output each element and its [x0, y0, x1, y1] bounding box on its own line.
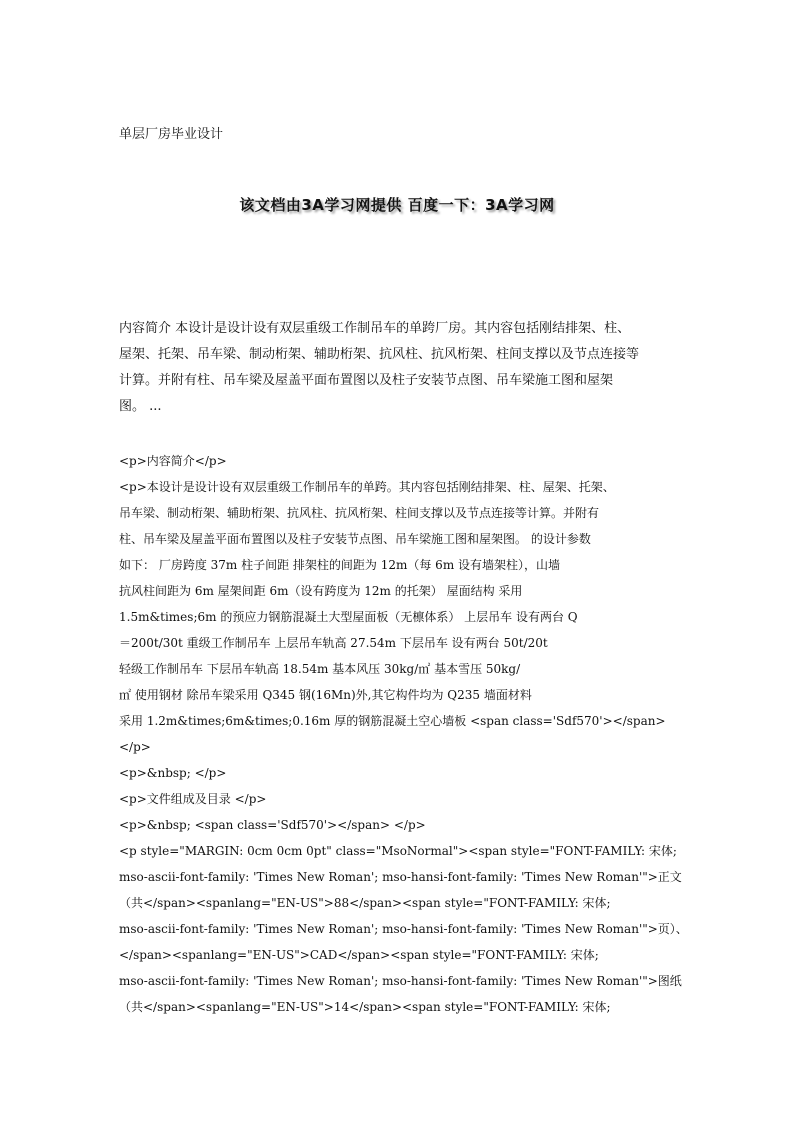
summary-line: 图。 ... — [119, 399, 162, 414]
summary-line: 计算。并附有柱、吊车梁及屋盖平面布置图以及柱子安装节点图、吊车梁施工图和屋架 — [119, 373, 614, 388]
body-line: <p>文件组成及目录 </p> — [119, 792, 267, 806]
body-line: 吊车梁、制动桁架、辅助桁架、抗风柱、抗风桁架、柱间支撑以及节点连接等计算。并附有 — [119, 506, 600, 520]
body-line: mso-ascii-font-family: 'Times New Roman'; mso-hansi-font-family: 'Times New Roman'">页）、 — [119, 922, 688, 936]
document-title: 单层厂房毕业设计 — [119, 127, 224, 142]
body-line: 如下： 厂房跨度 37m 柱子间距 排架柱的间距为 12m（每 6m 设有墙架柱），山墙 — [119, 558, 561, 572]
body-line: 1.5m&times;6m 的预应力钢筋混凝土大型屋面板（无檩体系） 上层吊车 设有两台 Q — [119, 610, 578, 624]
summary-section — [119, 316, 684, 420]
body-line: 抗风柱间距为 6m 屋架间距 6m（设有跨度为 12m 的托架） 屋面结构 采用 — [119, 584, 523, 598]
body-line: <p>&nbsp; <span class='Sdf570'></span> </p> — [119, 818, 426, 832]
body-line: （共</span><spanlang="EN-US">14</span><span style="FONT-FAMILY: 宋体; — [119, 1000, 611, 1014]
body-line: <p>&nbsp; </p> — [119, 766, 227, 780]
promo-banner: 该文档由3A学习网提供 百度一下：3A学习网 — [239, 196, 555, 214]
body-line: </p> — [119, 740, 151, 754]
body-line: mso-ascii-font-family: 'Times New Roman'; mso-hansi-font-family: 'Times New Roman'">正文 — [119, 870, 682, 884]
body-line: </span><spanlang="EN-US">CAD</span><span style="FONT-FAMILY: 宋体; — [119, 948, 599, 962]
body-line: mso-ascii-font-family: 'Times New Roman'; mso-hansi-font-family: 'Times New Roman'">图纸 — [119, 974, 682, 988]
body-line: ＝200t/30t 重级工作制吊车 上层吊车轨高 27.54m 下层吊车 设有两台 50t/20t — [119, 636, 548, 650]
body-line: 柱、吊车梁及屋盖平面布置图以及柱子安装节点图、吊车梁施工图和屋架图。 的设计参数 — [119, 532, 591, 546]
summary-line: 屋架、托架、吊车梁、制动桁架、辅助桁架、抗风柱、抗风桁架、柱间支撑以及节点连接等 — [119, 347, 640, 362]
body-line: ㎡ 使用钢材 除吊车梁采用 Q345 钢(16Mn)外,其它构件均为 Q235 墙面材料 — [119, 688, 532, 702]
body-line: <p>内容简介</p> — [119, 454, 227, 468]
summary-line: 内容简介 本设计是设计设有双层重级工作制吊车的单跨厂房。其内容包括刚结排架、柱、 — [119, 321, 631, 336]
body-line: <p>本设计是设计设有双层重级工作制吊车的单跨。其内容包括刚结排架、柱、屋架、托架、 — [119, 480, 615, 494]
body-line: （共</span><spanlang="EN-US">88</span><span style="FONT-FAMILY: 宋体; — [119, 896, 611, 910]
body-line: 轻级工作制吊车 下层吊车轨高 18.54m 基本风压 30kg/㎡ 基本雪压 50kg/ — [119, 662, 521, 676]
body-line: 采用 1.2m&times;6m&times;0.16m 厚的钢筋混凝土空心墙板 <span class='Sdf570'></span> — [119, 714, 666, 728]
body-line: <p style="MARGIN: 0cm 0cm 0pt" class="MsoNormal"><span style="FONT-FAMILY: 宋体; — [119, 844, 677, 858]
raw-html-body — [119, 448, 719, 1020]
